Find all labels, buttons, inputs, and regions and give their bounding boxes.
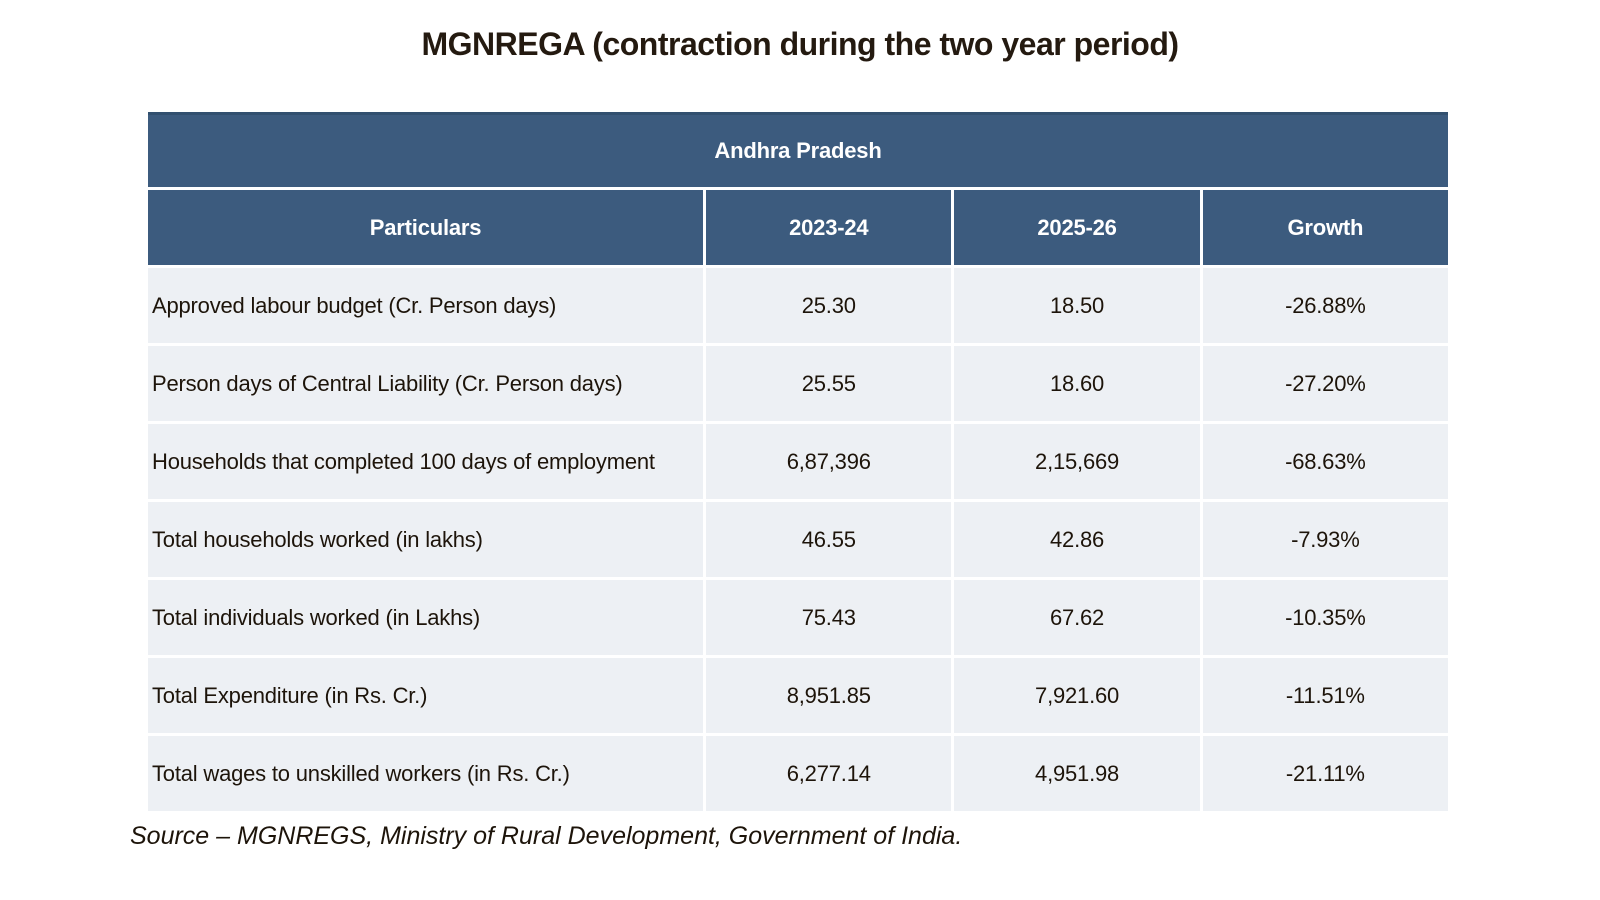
table-row-6-value-2: 7,921.60 xyxy=(954,658,1199,733)
source-note: Source – MGNREGS, Ministry of Rural Development, Government of India. xyxy=(130,822,963,850)
column-header-2025-26: 2025-26 xyxy=(954,190,1199,265)
table-row-3-value-1: 6,87,396 xyxy=(706,424,951,499)
table-row-6-label: Total Expenditure (in Rs. Cr.) xyxy=(148,658,703,733)
table-row-1-value-1: 25.30 xyxy=(706,268,951,343)
table-row-2-value-3: -27.20% xyxy=(1203,346,1448,421)
table-row-3-value-2: 2,15,669 xyxy=(954,424,1199,499)
table-row-4-value-3: -7.93% xyxy=(1203,502,1448,577)
table-row-1-value-3: -26.88% xyxy=(1203,268,1448,343)
table-row-2-label: Person days of Central Liability (Cr. Person days) xyxy=(148,346,703,421)
table-row-4-value-2: 42.86 xyxy=(954,502,1199,577)
column-header-growth: Growth xyxy=(1203,190,1448,265)
table-row-5-value-1: 75.43 xyxy=(706,580,951,655)
table-row-4-label: Total households worked (in lakhs) xyxy=(148,502,703,577)
table-row-3-value-3: -68.63% xyxy=(1203,424,1448,499)
table-row-2-value-1: 25.55 xyxy=(706,346,951,421)
table-row-5-value-3: -10.35% xyxy=(1203,580,1448,655)
column-header-2023-24: 2023-24 xyxy=(706,190,951,265)
table-row-1-value-2: 18.50 xyxy=(954,268,1199,343)
table-row-5-value-2: 67.62 xyxy=(954,580,1199,655)
table-row-6-value-3: -11.51% xyxy=(1203,658,1448,733)
table-row-1-label: Approved labour budget (Cr. Person days) xyxy=(148,268,703,343)
table-row-2-value-2: 18.60 xyxy=(954,346,1199,421)
page-title: MGNREGA (contraction during the two year period) xyxy=(421,26,1179,62)
table-row-7-value-3: -21.11% xyxy=(1203,736,1448,811)
table-group-header: Andhra Pradesh xyxy=(148,112,1448,187)
table-row-7-value-1: 6,277.14 xyxy=(706,736,951,811)
mgnrega-table xyxy=(148,112,1448,811)
table-row-4-value-1: 46.55 xyxy=(706,502,951,577)
table-row-6-value-1: 8,951.85 xyxy=(706,658,951,733)
table-row-5-label: Total individuals worked (in Lakhs) xyxy=(148,580,703,655)
table-row-3-label: Households that completed 100 days of employment xyxy=(148,424,703,499)
table-row-7-value-2: 4,951.98 xyxy=(954,736,1199,811)
table-row-7-label: Total wages to unskilled workers (in Rs. Cr.) xyxy=(148,736,703,811)
column-header-particulars: Particulars xyxy=(148,190,703,265)
